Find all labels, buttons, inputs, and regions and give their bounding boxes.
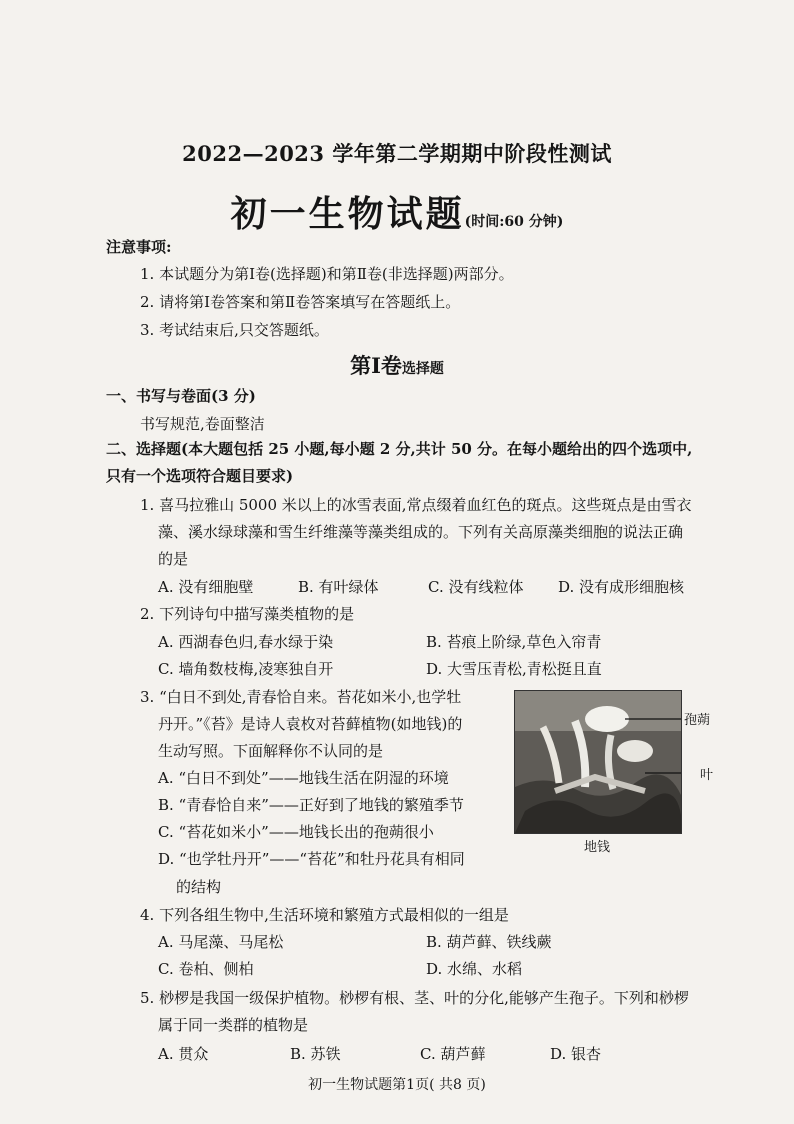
question-1-option-a: A. 没有细胞壁: [158, 578, 254, 596]
note-item: 3. 考试结束后,只交答题纸。: [140, 321, 329, 339]
question-1-option-c: C. 没有线粒体: [428, 578, 524, 596]
question-3-option-b: B. “青春恰自来”——正好到了地钱的繁殖季节: [158, 796, 464, 814]
question-5-option-b: B. 苏铁: [290, 1045, 341, 1063]
section-title: 第Ⅰ卷: [350, 353, 402, 378]
question-3-line: 3. “白日不到处,青春恰自来。苔花如米小,也学牡: [140, 688, 462, 706]
question-2-option-c: C. 墙角数枝梅,凌寒独自开: [158, 660, 334, 678]
subject-heading: [0, 186, 794, 237]
question-1-option-d: D. 没有成形细胞核: [558, 578, 685, 596]
question-5-line: 5. 桫椤是我国一级保护植物。桫椤有根、茎、叶的分化,能够产生孢子。下列和桫椤: [140, 989, 689, 1007]
question-4-option-d: D. 水绵、水稻: [426, 960, 523, 978]
question-4-stem: 4. 下列各组生物中,生活环境和繁殖方式最相似的一组是: [140, 906, 509, 924]
question-4-option-a: A. 马尾藻、马尾松: [158, 933, 284, 951]
question-3-option-d: D. “也学牡丹开”——“苔花”和牡丹花具有相同: [158, 850, 465, 868]
question-4-option-b: B. 葫芦藓、铁线蕨: [426, 933, 552, 951]
notes-heading: 注意事项:: [106, 238, 172, 256]
question-3-option-d-cont: 的结构: [176, 878, 222, 896]
page-footer: 初一生物试题第1页( 共8 页): [308, 1077, 486, 1093]
liverwort-illustration: [515, 691, 681, 833]
figure-label-leaf: 叶: [700, 768, 714, 783]
question-3-option-c: C. “苔花如米小”——地钱长出的孢蒴很小: [158, 823, 434, 841]
part1-body: 书写规范,卷面整洁: [140, 415, 265, 433]
question-2-option-a: A. 西湖春色归,春水绿于染: [158, 633, 334, 651]
question-3-line: 丹开。”《苔》是诗人袁枚对苔藓植物(如地钱)的: [158, 715, 463, 733]
liverwort-photo: [514, 690, 682, 834]
figure-label-capsule: 孢蒴: [684, 713, 711, 728]
exam-title: 2022—2023 学年第二学期期中阶段性测试: [182, 141, 612, 166]
question-5-option-a: A. 贯众: [158, 1045, 209, 1063]
part2-heading: 二、选择题(本大题包括 25 小题,每小题 2 分,共计 50 分。在每小题给出的四个选项中,: [106, 440, 693, 458]
subject-title: 初一生物试题: [230, 193, 465, 235]
question-2-option-d: D. 大雪压青松,青松挺且直: [426, 660, 602, 678]
question-1-line: 的是: [158, 550, 189, 568]
figure-caption: 地钱: [584, 840, 611, 855]
question-1-option-b: B. 有叶绿体: [298, 578, 379, 596]
question-1-line: 1. 喜马拉雅山 5000 米以上的冰雪表面,常点缀着血红色的斑点。这些斑点是由雪衣: [140, 496, 692, 514]
note-item: 1. 本试题分为第Ⅰ卷(选择题)和第Ⅱ卷(非选择题)两部分。: [140, 265, 514, 283]
question-3-line: 生动写照。下面解释你不认同的是: [158, 742, 384, 760]
question-2-option-b: B. 苔痕上阶绿,草色入帘青: [426, 633, 602, 651]
part2-heading-cont: 只有一个选项符合题目要求): [106, 467, 294, 485]
question-3-option-a: A. “白日不到处”——地钱生活在阴湿的环境: [158, 769, 449, 787]
question-5-line: 属于同一类群的植物是: [158, 1016, 309, 1034]
section-suffix: 选择题: [401, 361, 444, 377]
time-limit: (时间:60 分钟): [464, 214, 564, 230]
question-5-option-d: D. 银杏: [550, 1045, 602, 1063]
section-heading: [0, 350, 794, 380]
question-2-stem: 2. 下列诗句中描写藻类植物的是: [140, 605, 355, 623]
question-4-option-c: C. 卷柏、侧柏: [158, 960, 254, 978]
part1-heading: 一、书写与卷面(3 分): [106, 387, 256, 405]
note-item: 2. 请将第Ⅰ卷答案和第Ⅱ卷答案填写在答题纸上。: [140, 293, 461, 311]
question-5-option-c: C. 葫芦藓: [420, 1045, 486, 1063]
question-1-line: 藻、溪水绿球藻和雪生纤维藻等藻类组成的。下列有关高原藻类细胞的说法正确: [158, 523, 684, 541]
